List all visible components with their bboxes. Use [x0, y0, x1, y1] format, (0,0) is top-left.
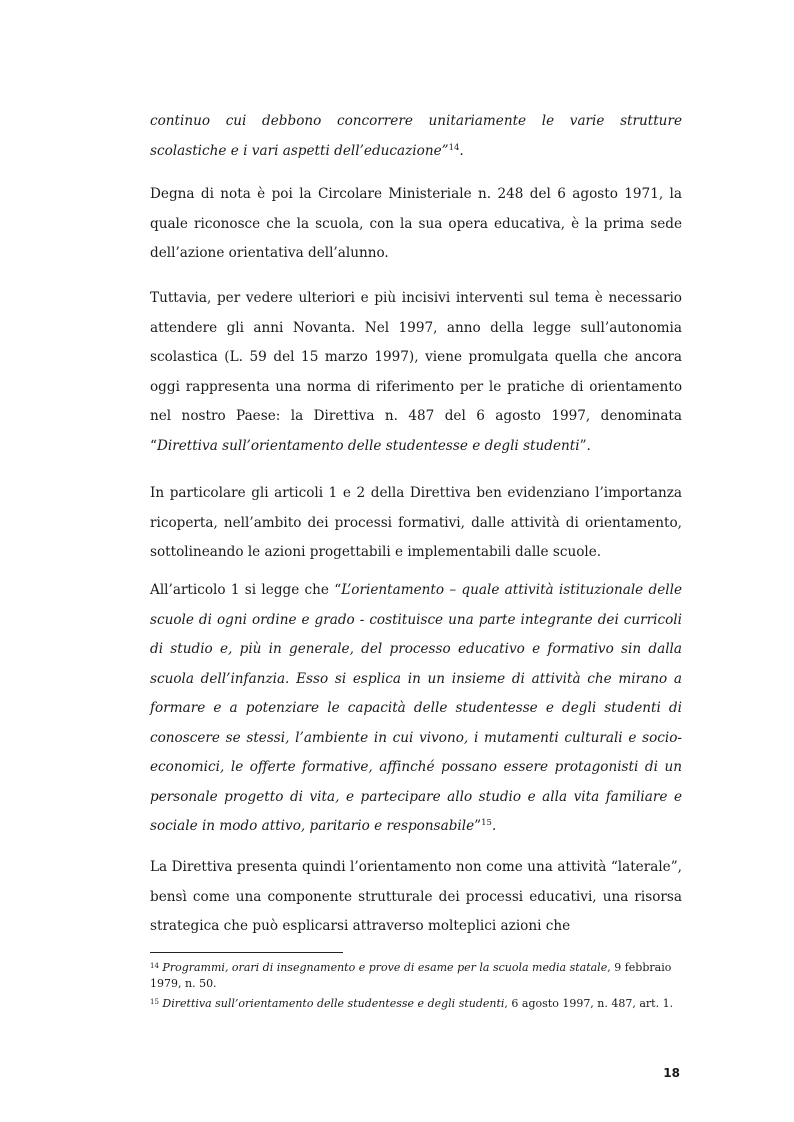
- footnote-ref-15[interactable]: 15: [481, 818, 492, 828]
- quote-text: L’orientamento – quale attività istituzionale delle scuole di ogni ordine e grado - costituisce una parte integrante dei curricoli di studio e, più in generale, del processo educativo e formativo sin dalla scuola dell’infanzia. Esso si esplica in un insieme di attività che mirano a formare e a potenziare le capacità delle studentesse e degli studenti di conoscere se stessi, l’ambiente in cui vivono, i mutamenti culturali e socio-economici, le offerte formative, affinché possano essere protagonisti di un personale progetto di vita, e partecipare allo studio e alla vita familiare e sociale in modo attivo, paritario e responsabile: [150, 582, 683, 834]
- paragraph-tail: .: [459, 142, 464, 159]
- page-number: 18: [663, 1066, 680, 1080]
- footnote-number: 14: [150, 962, 159, 970]
- quote-text: continuo cui debbono concorrere unitariamente le varie strutture scolastiche e i vari aspetti dell’educazione”: [150, 113, 682, 159]
- footnote-title: Direttiva sull’orientamento delle studentesse e degli studenti: [162, 997, 505, 1010]
- footnote-tail: , 9 febbraio 1979, n. 50.: [150, 961, 672, 990]
- footnote-tail: , 6 agosto 1997, n. 487, art. 1.: [504, 997, 674, 1010]
- directive-title: Direttiva sull’orientamento delle studentesse e degli studenti: [156, 437, 580, 454]
- paragraph-tail: .: [491, 818, 497, 834]
- footnote-separator: [150, 952, 343, 953]
- paragraph-3: [150, 284, 682, 461]
- quote-close: ”: [474, 818, 482, 834]
- footnote-14: [150, 960, 690, 992]
- footnote-title: Programmi, orari di insegnamento e prove di esame per la scuola media statale: [162, 961, 608, 974]
- paragraph-4: In particolare gli articoli 1 e 2 della Direttiva ben evidenziano l’importanza ricoperta, nell’ambito dei processi formativi, dalle attività di orientamento, sottolineando le azioni progettabili e implementabili dalle scuole.: [150, 485, 682, 560]
- footnote-ref-14[interactable]: 14: [448, 142, 460, 153]
- paragraph-text: Tuttavia, per vedere ulteriori e più incisivi interventi sul tema è necessario attendere gli anni Novanta. Nel 1997, anno della legge sull’autonomia scolastica (L. 59 del 15 marzo 1997), viene promulgata quella che ancora oggi rappresenta una norma di riferimento per le pratiche di orientamento nel nostro Paese: la Direttiva n. 487 del 6 agosto 1997, denominata “: [150, 290, 682, 454]
- footnote-number: 15: [150, 998, 159, 1006]
- paragraph-2: Degna di nota è poi la Circolare Ministeriale n. 248 del 6 agosto 1971, la quale riconosce che la scuola, con la sua opera educativa, è la prima sede dell’azione orientativa dell’alunno.: [150, 186, 682, 261]
- paragraph-1: [150, 107, 682, 166]
- paragraph-tail: ”.: [579, 437, 591, 454]
- paragraph-lead: All’articolo 1 si legge che “: [150, 582, 342, 598]
- footnote-15: [150, 996, 690, 1012]
- paragraph-5: [150, 576, 682, 842]
- paragraph-6: La Direttiva presenta quindi l’orientamento non come una attività “laterale”, bensì come una componente strutturale dei processi educativi, una risorsa strategica che può esplicarsi attraverso molteplici azioni che: [150, 859, 682, 934]
